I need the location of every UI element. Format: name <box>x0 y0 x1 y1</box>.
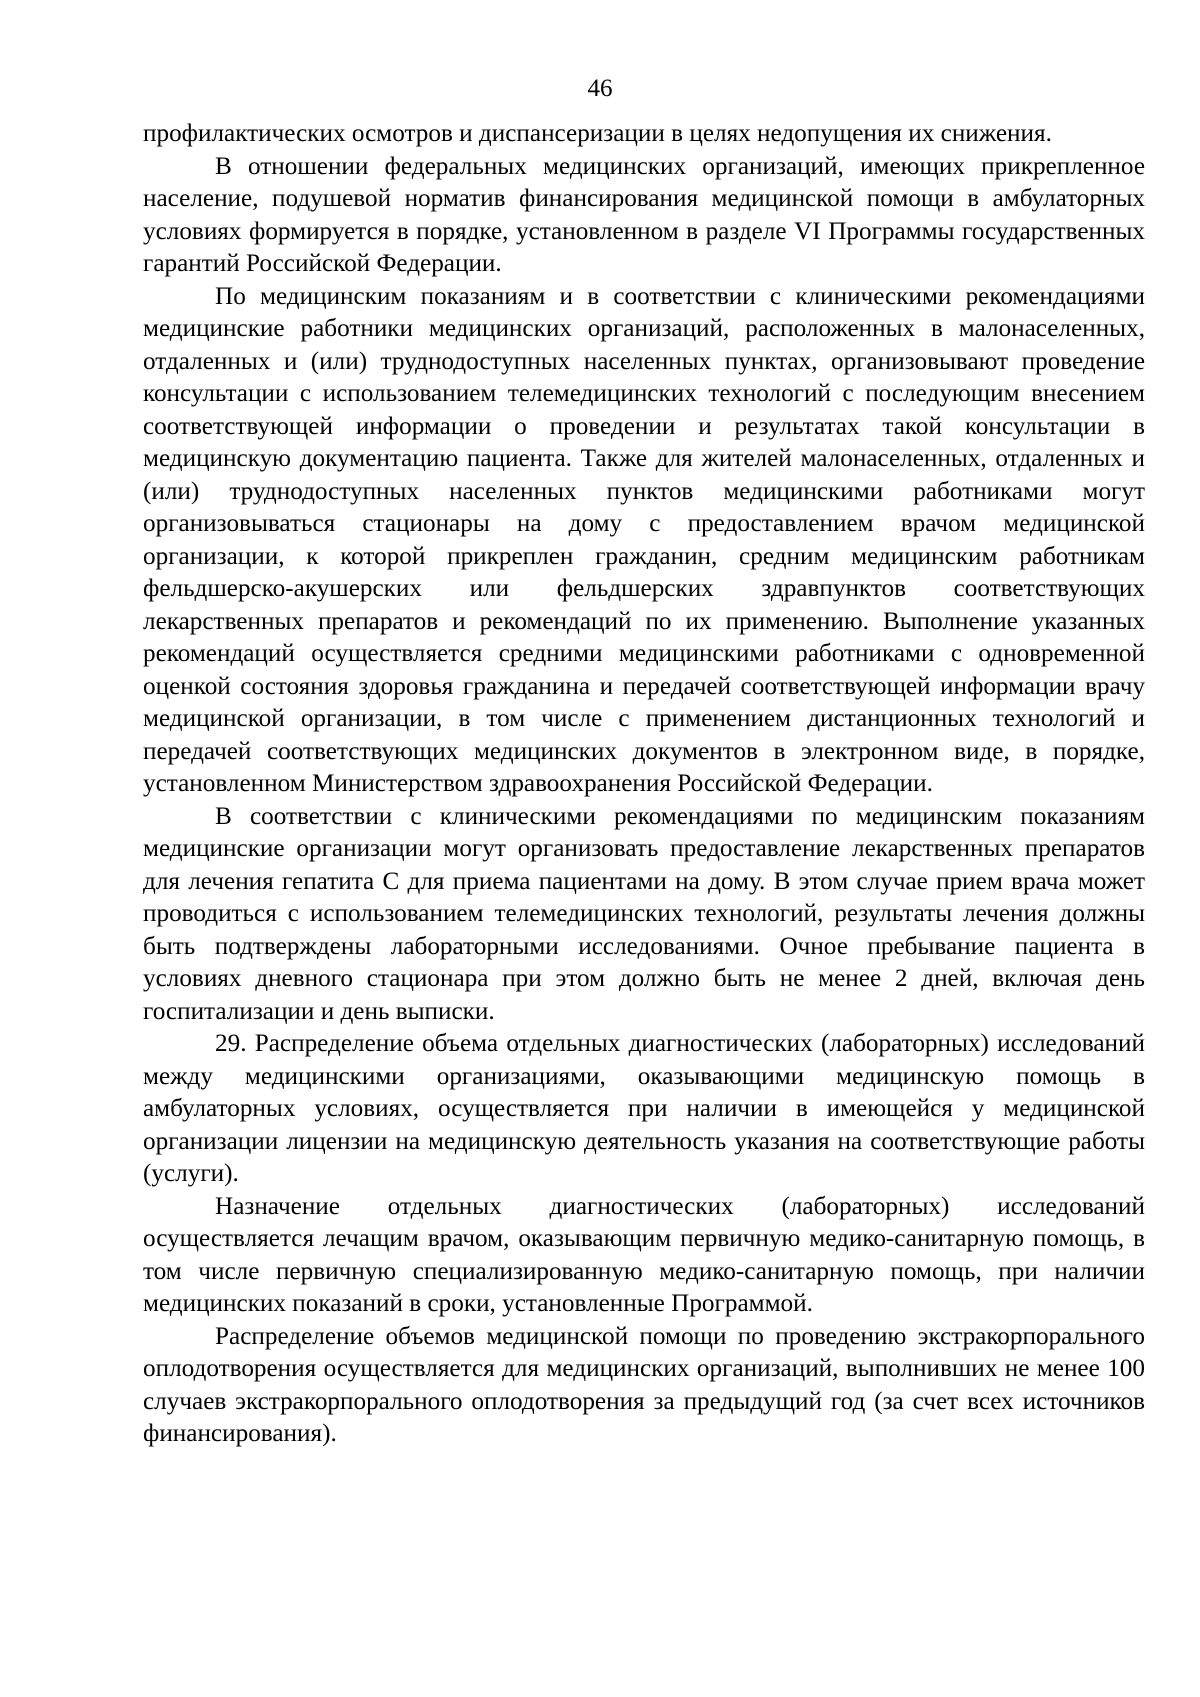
page-number: 46 <box>587 75 613 102</box>
paragraph-telemedicine-remote: По медицинским показаниям и в соответствии с клиническими рекомендациями медицинские работники медицинских организаций, расположенных в малонаселенных, отдаленных и (или) труднодоступных населенных пунктах, организовывают проведение консультации с использованием телемедицинских технологий с последующим внесением соответствующей информации о проведении и результатах такой консультации в медицинскую документацию пациента. Также для жителей малонаселенных, отдаленных и (или) труднодоступных населенных пунктов медицинскими работниками могут организовываться стационары на дому с предоставлением врачом медицинской организации, к которой прикреплен гражданин, средним медицинским работникам фельдшерско-акушерских или фельдшерских здравпунктов соответствующих лекарственных препаратов и рекомендаций по их применению. Выполнение указанных рекомендаций осуществляется средними медицинскими работниками с одновременной оценкой состояния здоровья гражданина и передачей соответствующей информации врачу медицинской организации, в том числе с применением дистанционных технологий и передачей соответствующих медицинских документов в электронном виде, в порядке, установленном Министерством здравоохранения Российской Федерации. <box>143 282 1145 797</box>
paragraph-diagnostic-assignment: Назначение отдельных диагностических (лабораторных) исследований осуществляется лечащим врачом, оказывающим первичную медико-санитарную помощь, в том числе первичную специализированную медико-санитарную помощь, при наличии медицинских показаний в сроки, установленные Программой. <box>143 1192 1145 1317</box>
paragraph-item-29: 29. Распределение объема отдельных диагностических (лабораторных) исследований между медицинскими организациями, оказывающими медицинскую помощь в амбулаторных условиях, осуществляется при наличии в имеющейся у медицинской организации лицензии на медицинскую деятельность указания на соответствующие работы (услуги). <box>143 1030 1145 1187</box>
paragraph-continuation: профилактических осмотров и диспансеризации в целях недопущения их снижения. <box>143 120 1052 147</box>
document-body <box>143 118 1145 1451</box>
paragraph-hepatitis-c: В соответствии с клиническими рекомендациями по медицинским показаниям медицинские организации могут организовать предоставление лекарственных препаратов для лечения гепатита С для приема пациентами на дому. В этом случае прием врача может проводиться с использованием телемедицинских технологий, результаты лечения должны быть подтверждены лабораторными исследованиями. Очное пребывание пациента в условиях дневного стационара при этом должно быть не менее 2 дней, включая день госпитализации и день выписки. <box>143 802 1145 1025</box>
paragraph-ivf-distribution: Распределение объемов медицинской помощи по проведению экстракорпорального оплодотворения осуществляется для медицинских организаций, выполнивших не менее 100 случаев экстракорпорального оплодотворения за предыдущий год (за счет всех источников финансирования). <box>143 1322 1145 1447</box>
paragraph-federal-organizations: В отношении федеральных медицинских организаций, имеющих прикрепленное население, подушевой норматив финансирования медицинской помощи в амбулаторных условиях формируется в порядке, установленном в разделе VI Программы государственных гарантий Российской Федерации. <box>143 152 1145 277</box>
